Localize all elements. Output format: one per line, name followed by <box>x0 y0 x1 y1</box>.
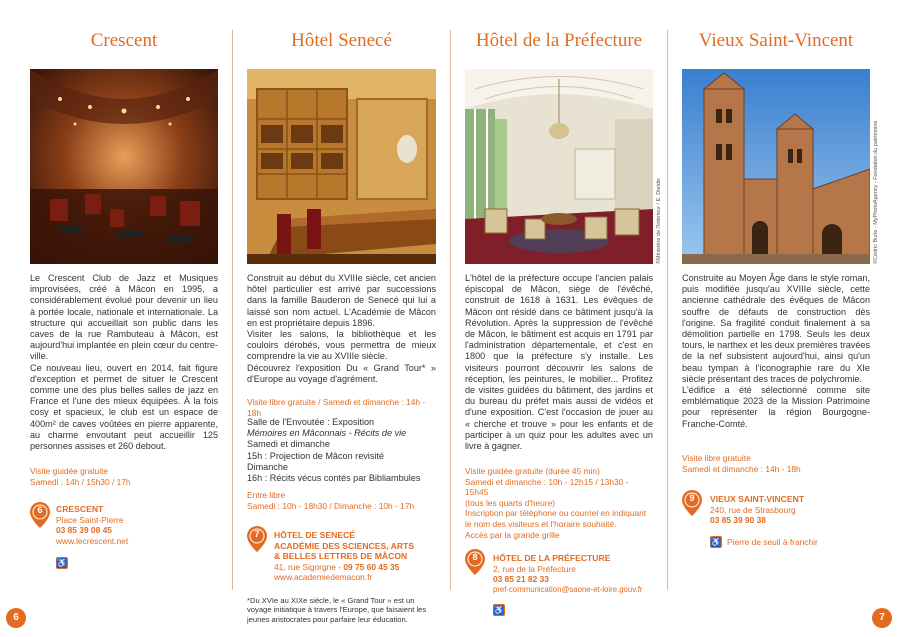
entry-label: Entre libre <box>247 490 286 500</box>
wheelchair-icon: ♿ <box>710 537 722 547</box>
visit-times: Samedi : 14h / 15h30 / 17h <box>30 476 131 487</box>
poi-phone: 03 85 39 90 38 <box>710 515 766 525</box>
visit-line: Samedi et dimanche : 10h - 12h15 / 13h30 - 15h45 <box>465 476 629 498</box>
visit-label: Visite libre gratuite <box>682 453 751 463</box>
poi-details <box>56 504 218 546</box>
hotel-senece-photo <box>247 69 436 264</box>
poi-number: 7 <box>254 529 260 539</box>
event-line: Samedi et dimanche <box>247 439 330 450</box>
poi-details <box>274 530 436 583</box>
wheelchair-icon: ♿ <box>493 605 505 615</box>
poi-email-link[interactable]: pref-communication@saone-et-loire.gouv.fr <box>493 584 643 594</box>
map-pin-icon <box>682 490 702 516</box>
footnote: *Du XVIe au XIXe siècle, le « Grand Tour » est un voyage initiatique à travers l'Europe, que faisaient les jeunes aristocrates pour parfaire leur éducation. <box>247 596 427 624</box>
poi-name-line3: & BELLES LETTRES DE MÂCON <box>274 551 408 561</box>
visit-line: Visite libre gratuite / Samedi et dimanche : 14h - 18h <box>247 397 426 418</box>
poi-details <box>493 553 653 595</box>
hotel-senece-description <box>247 273 436 385</box>
visit-info <box>30 466 218 487</box>
poi-number: 9 <box>689 493 695 503</box>
event-line: Mémoires en Mâconnais - Récits de vie <box>247 428 407 439</box>
vieux-saint-vincent-photo <box>682 69 870 264</box>
poi-details <box>710 494 870 526</box>
poi-name: VIEUX SAINT-VINCENT <box>710 494 805 504</box>
visit-line: Inscription par téléphone ou courriel en indiquant <box>465 508 647 519</box>
vieux-saint-vincent-description <box>682 273 870 430</box>
paragraph: Visiter les salons, la bibliothèque et les couloirs dérobés, vous permettra de mieux comprendre la vie au XVIIIe siècle. <box>247 329 436 362</box>
column-divider <box>232 30 233 590</box>
section-title: Hôtel de la Préfecture <box>475 30 643 51</box>
section-title: Vieux Saint-Vincent <box>698 30 854 51</box>
paragraph: Ce nouveau lieu, ouvert en 2014, fait figure d'exception et permet de situer le Crescent comme une des plus belles salles de jazz en France et l'une des mieux équipées. À la fois cosy et spacieux, le club est un espace de 400m² de caves voûtées en pierre apparente, au charme envoutant peut accueillir 125 personnes assises et 260 debout. <box>30 362 218 452</box>
visit-label: Visite guidée gratuite <box>30 466 109 476</box>
paragraph: Construite au Moyen Âge dans le style roman, puis modifiée jusqu'au XVIIIe siècle, cette ancienne cathédrale des évêques de Mâcon souffre de défauts de construction dès l'origine. Sa fragilité conduit finalement à sa démolition partielle en 1798. Seuls les deux tours, le narthex et les deux premières travées de la nef subsistent aujourd'hui, ainsi qu'un beau tympan à l'iconographie rare du XIe siècle présentant des traces de polychromie. <box>682 273 870 384</box>
page-number-left: 6 <box>6 608 26 628</box>
map-pin-icon <box>30 502 50 528</box>
visit-line: Visite guidée gratuite (durée 45 min) <box>465 466 600 476</box>
poi-phone: 09 75 60 45 35 <box>343 561 400 572</box>
column-divider <box>450 30 451 590</box>
crescent-photo <box>30 69 218 264</box>
column-divider <box>667 30 668 590</box>
map-pin-icon <box>247 526 267 552</box>
poi-website-link[interactable]: www.lecrescent.net <box>56 535 129 546</box>
visit-line: le nom des visiteurs et l'horaire souhaité. <box>465 518 617 529</box>
poi-address-line <box>274 562 436 573</box>
wheelchair-icon: ♿ <box>56 558 68 568</box>
prefecture-photo <box>465 69 653 264</box>
visit-times: Samedi et dimanche : 14h - 18h <box>682 463 801 474</box>
event-line: 15h : Projection de Mâcon revisité <box>247 450 384 461</box>
visit-line: Accès par la grande grille <box>465 529 560 540</box>
column-hotel-senece <box>247 0 436 637</box>
photo-credit: ©Ministère de l'Intérieur / E. Dieldis <box>656 178 662 264</box>
column-crescent <box>30 0 218 637</box>
event-line: 16h : Récits vécus contés par Bibliambules <box>247 473 421 484</box>
section-title: Crescent <box>90 30 158 51</box>
poi-website-link[interactable]: www.academiedemacon.fr <box>274 572 373 582</box>
poi-name-line2: ACADÉMIE DES SCIENCES, ARTS <box>274 540 415 551</box>
access-note: Pierre de seuil à franchir <box>727 537 818 547</box>
poi-phone: 03 85 39 08 45 <box>56 525 112 535</box>
paragraph: Construit au début du XVIIIe siècle, cet ancien hôtel particulier est arrivé par successions dans la famille Bauderon de Senecé qui lui a laissé son nom actuel. L'Académie de Mâcon en est propriétaire depuis 1896. <box>247 273 436 328</box>
visit-line: (tous les quarts d'heure) <box>465 497 556 508</box>
crescent-description <box>30 273 218 452</box>
section-title: Hôtel Senecé <box>291 30 392 51</box>
entry-info <box>247 490 436 511</box>
photo-credit: ©Cédric Burle - MyPhotoAgency - Fondation du patrimoine <box>873 120 879 264</box>
poi-number: 8 <box>472 552 478 562</box>
paragraph: Découvrez l'exposition Du « Grand Tour* » d'Europe au voyage d'agrément. <box>247 362 436 384</box>
page-number-right: 7 <box>872 608 892 628</box>
event-line: Dimanche <box>247 461 288 472</box>
column-prefecture <box>465 0 662 637</box>
events <box>247 417 436 484</box>
poi-phone: 03 85 21 82 33 <box>493 574 549 584</box>
poi-address: 41, rue Sigorgne - <box>274 561 344 572</box>
poi-name: CRESCENT <box>56 504 104 514</box>
poi-address: 240, rue de Strasbourg <box>710 504 796 515</box>
event-line: Salle de l'Envoutée : Exposition <box>247 417 375 427</box>
map-pin-icon <box>465 549 485 575</box>
poi-address: 2, rue de la Préfecture <box>493 563 576 574</box>
visit-info <box>682 453 870 474</box>
poi-name: HÔTEL DE LA PRÉFECTURE <box>493 553 611 563</box>
paragraph: L'édifice a été sélectionné comme site emblématique 2023 de la Mission Patrimoine pour représenter la région Bourgogne-Franche-Comté. <box>682 385 870 429</box>
poi-number: 6 <box>37 505 43 515</box>
visit-info <box>465 466 653 540</box>
column-vieux-saint-vincent <box>682 0 879 637</box>
poi-name: HÔTEL DE SENECÉ <box>274 530 356 540</box>
prefecture-description: L'hôtel de la préfecture occupe l'ancien palais épiscopal de Mâcon, siège de l'évêché, construit de 1618 à 1631. Les évêques de Mâcon ont résidé dans ce bâtiment jusqu'à la Révolution. Après la suppression de l'évêché de Mâcon, le bâtiment est acquis en 1791 par l'administration départementale, et c'est en 1800 que la préfecture s'y installe. Les visiteurs pourront découvrir les salons de réception, les peintures, le mobilier... Profitez de visites guidées du bâtiment, des jardins et du bureau du préfet mais aussi de vidéos et d'une exposition. C'est l'occasion de jouer au « cherche et trouve » pour les enfants et de participer à un quiz pour les adultes avec un livre à gagner. <box>465 273 653 452</box>
entry-times: Samedi : 10h - 18h30 / Dimanche : 10h - 17h <box>247 500 415 511</box>
paragraph: Le Crescent Club de Jazz et Musiques improvisées, créé à Mâcon en 1995, a considérablement évolué pour devenir un lieu à portée locale, nationale et internationale. La structure qui accueillait son public dans les caves de la rue Rambuteau à Mâcon, est aujourd'hui implantée en plein cœur du centre-ville. <box>30 273 218 362</box>
poi-address: Place Saint-Pierre <box>56 514 124 525</box>
